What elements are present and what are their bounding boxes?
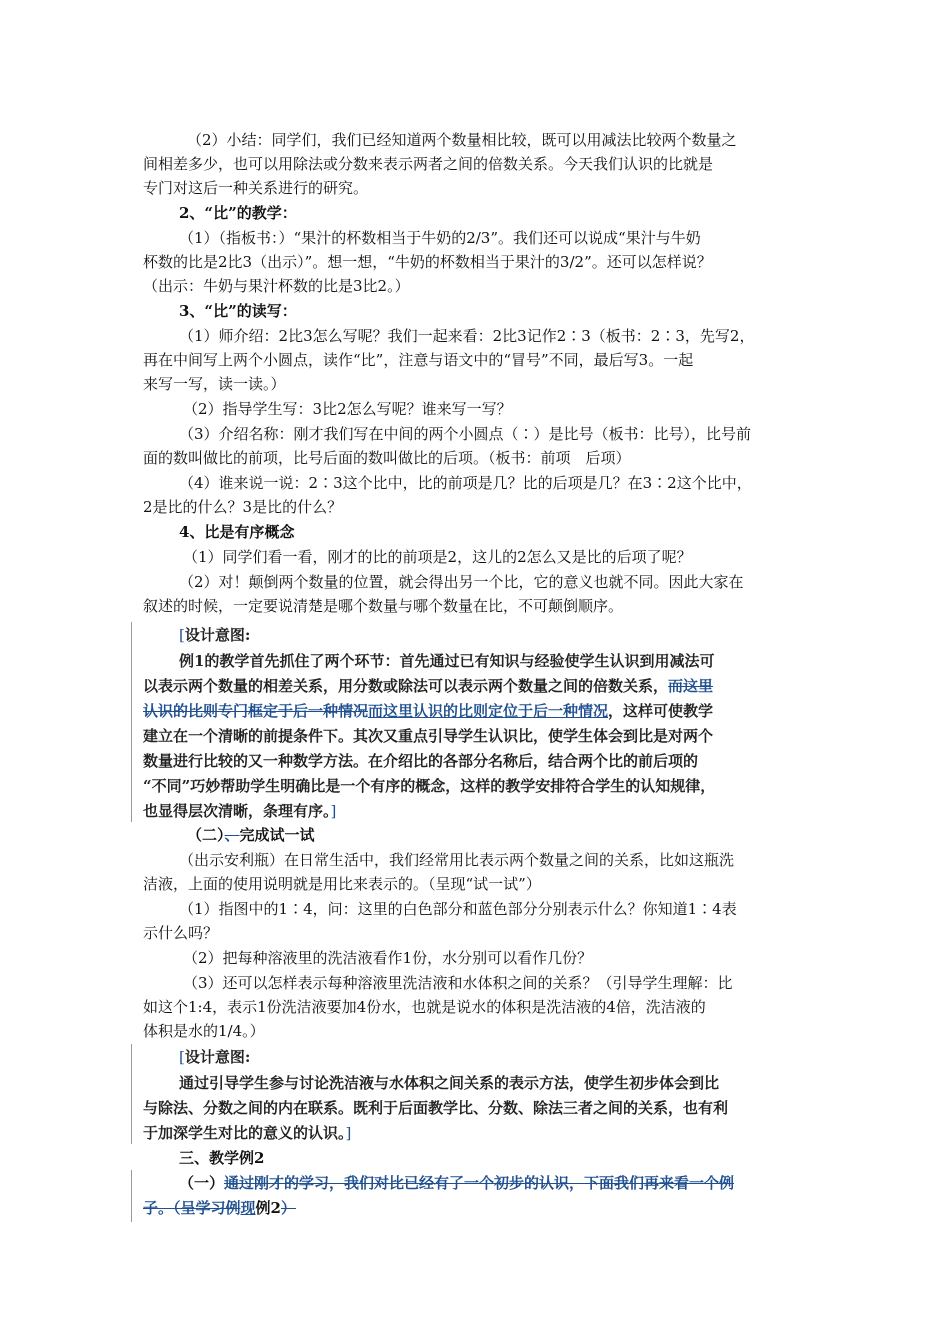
paragraph-line: （2）把每种溶液里的洗洁液看作1份，水分别可以看作几份？: [183, 949, 593, 967]
section-heading: 3、“比”的读写：: [179, 302, 297, 320]
deleted-text: 而这里: [668, 677, 714, 695]
design-intent-line: [143, 674, 713, 698]
design-intent-line: 例1的教学首先抓住了两个环节：首先通过已有知识与经验使学生认识到用减法可: [179, 652, 715, 670]
paragraph-line: （出示：牛奶与果汁杯数的比是3比2。）: [143, 277, 410, 295]
paragraph-line: （2）指导学生写：3比2怎么写呢？谁来写一写？: [183, 400, 512, 418]
paragraph-line: 示什么吗？: [143, 924, 219, 942]
paragraph-line: 专门对这后一种关系进行的研究。: [143, 179, 369, 197]
paragraph-line: （2）对！颠倒两个数量的位置，就会得出另一个比，它的意义也就不同。因此大家在: [179, 573, 744, 591]
paragraph-line: 叙述的时候，一定要说清楚是哪个数量与哪个数量在比，不可颠倒顺序。: [143, 597, 624, 615]
inserted-text: 现: [240, 1199, 256, 1217]
text-run: （一）: [179, 1174, 225, 1192]
design-intent-line: 通过引导学生参与讨论洗洁液与水体积之间关系的表示方法，使学生初步体会到比: [179, 1074, 720, 1092]
text-run: 于加深学生对比的意义的认识。: [143, 1124, 346, 1142]
text-run: 以表示两个数量的相差关系，用分数或除法可以表示两个数量之间的倍数关系，: [143, 677, 669, 695]
design-intent-label: 设计意图:: [184, 1048, 251, 1066]
bracket-close: ]: [345, 1124, 352, 1142]
design-intent-line: “不同”巧妙帮助学生明确比是一个有序的概念，这样的教学安排符合学生的认知规律，: [143, 777, 716, 795]
design-intent-line: [143, 1121, 351, 1145]
deleted-text: 、: [224, 826, 240, 844]
bracket-close: ]: [330, 802, 337, 820]
paragraph-line: （3）介绍名称：刚才我们写在中间的两个小圆点（∶）是比号（板书：比号），比号前: [179, 425, 752, 443]
deleted-text: 认识的比则专门框定于后一种情况: [143, 702, 369, 720]
text-run: 完成试一试: [239, 826, 315, 844]
design-intent-line: 数量进行比较的又一种数学方法。在介绍比的各部分名称后，结合两个比的前后项的: [143, 752, 699, 770]
change-bar: [131, 1170, 132, 1222]
paragraph-line: [143, 1196, 296, 1220]
change-bar: [131, 1044, 132, 1144]
paragraph-line: （出示安利瓶）在日常生活中，我们经常用比表示两个数量之间的关系，比如这瓶洗: [179, 851, 735, 869]
paragraph-line: 间相差多少，也可以用除法或分数来表示两者之间的倍数关系。今天我们认识的比就是: [143, 155, 714, 173]
paragraph-line: 如这个1:4，表示1份洗洁液要加4份水，也就是说水的体积是洗洁液的4倍，洗洁液的: [143, 998, 706, 1016]
section-heading: 三、教学例2: [179, 1149, 265, 1167]
deleted-text: 子。（呈学习例: [143, 1199, 241, 1217]
section-heading: 2、“比”的教学：: [179, 204, 297, 222]
text-run: ，这样可使教学: [608, 702, 714, 720]
text-run: 也显得层次清晰，条理有序。: [143, 802, 331, 820]
paragraph-line: 面的数叫做比的前项，比号后面的数叫做比的后项。（板书：前项 后项）: [143, 449, 631, 467]
paragraph-line: （1）师介绍：2比3怎么写呢？我们一起来看：2比3记作2∶3（板书：2∶3，先写2，: [179, 327, 755, 345]
paragraph-line: （1）（指板书：）“果汁的杯数相当于牛奶的2/3”。我们还可以说成“果汁与牛奶: [179, 229, 701, 247]
design-intent-line: [143, 799, 336, 823]
paragraph-line: （2）小结：同学们，我们已经知道两个数量相比较，既可以用减法比较两个数量之: [187, 131, 737, 149]
paragraph-line: 体积是水的1/4。）: [143, 1022, 265, 1040]
paragraph-line: （1）指图中的1∶4，问：这里的白色部分和蓝色部分分别表示什么？你知道1∶4表: [179, 900, 737, 918]
text-run: （二）: [187, 826, 225, 844]
paragraph-line: 杯数的比是2比3（出示）”。想一想，“牛奶的杯数相当于果汁的3/2”。还可以怎样说？: [143, 253, 712, 271]
paragraph-line: （4）谁来说一说：2∶3这个比中，比的前项是几？比的后项是几？在3∶2这个比中，: [179, 474, 752, 492]
design-intent-title: [179, 1045, 250, 1069]
bracket-open: [: [179, 626, 185, 644]
paragraph-line: （1）同学们看一看，刚才的比的前项是2，这儿的2怎么又是比的后项了呢？: [183, 548, 692, 566]
change-bar: [131, 622, 132, 822]
bracket-open: [: [179, 1048, 185, 1066]
section-heading: [187, 823, 315, 847]
section-heading: 4、比是有序概念: [179, 523, 295, 541]
design-intent-label: 设计意图:: [184, 626, 251, 644]
design-intent-line: 建立在一个清晰的前提条件下。其次又重点引导学生认识比，使学生体会到比是对两个: [143, 727, 714, 745]
paragraph-line: 再在中间写上两个小圆点，读作“比”，注意与语文中的“冒号”不同，最后写3。一起: [143, 351, 694, 369]
paragraph-line: [179, 1171, 734, 1195]
deleted-text: ）: [280, 1199, 296, 1217]
paragraph-line: 2是比的什么？3是比的什么？: [143, 498, 343, 516]
deleted-text: 通过刚才的学习，我们对比已经有了一个初步的认识，下面我们再来看一个例: [224, 1174, 735, 1192]
inserted-text: 而这里认识的比则定位于后一种情况: [368, 702, 609, 720]
design-intent-title: [179, 623, 250, 647]
text-run: 例2: [255, 1199, 281, 1217]
paragraph-line: （3）还可以怎样表示每种溶液里洗洁液和水体积之间的关系？（引导学生理解：比: [183, 974, 733, 992]
design-intent-line: [143, 699, 713, 723]
design-intent-line: 与除法、分数之间的内在联系。既利于后面教学比、分数、除法三者之间的关系，也有利: [143, 1099, 729, 1117]
paragraph-line: 洁液，上面的使用说明就是用比来表示的。（呈现“试一试”）: [143, 875, 541, 893]
paragraph-line: 来写一写，读一读。）: [143, 375, 286, 393]
